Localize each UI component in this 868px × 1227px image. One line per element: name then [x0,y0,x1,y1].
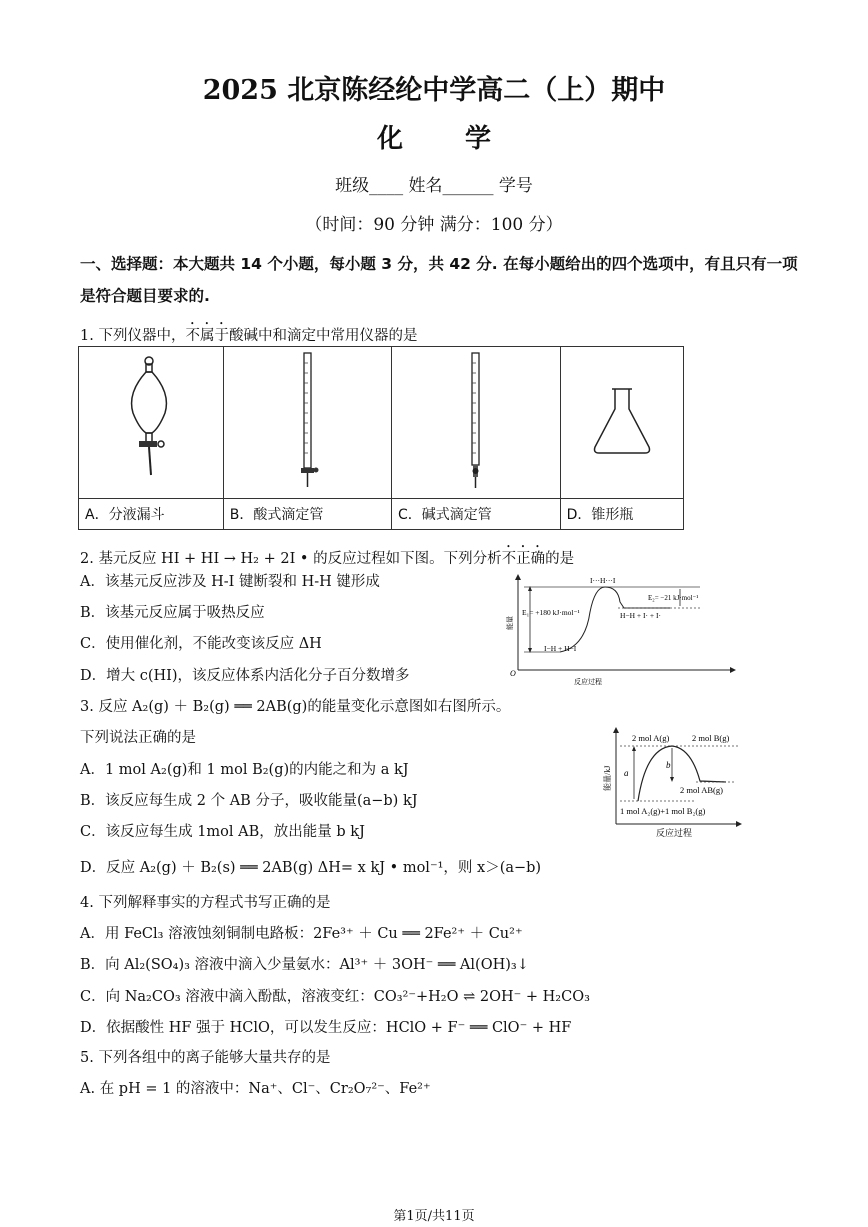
q3-stem2: 下列说法正确的是 [80,730,196,746]
q1-image-b [223,347,391,499]
q2-option-b[interactable]: B．该基元反应属于吸热反应 [80,605,265,621]
q1-stem-pre: 1. 下列仪器中， [80,328,186,344]
q1-option-d[interactable]: D．锥形瓶 [560,499,683,530]
q1-option-a[interactable]: A．分液漏斗 [79,499,224,530]
q4-option-a[interactable]: A．用 FeCl₃ 溶液蚀刻铜制电路板：2Fe³⁺ ＋ Cu ══ 2Fe²⁺ ＋ Cu²⁺ [80,926,523,942]
q5-option-a[interactable]: A. 在 pH = 1 的溶液中：Na⁺、Cl⁻、Cr₂O₇²⁻、Fe²⁺ [80,1081,431,1097]
q3-product-label: 2 mol AB(g) [680,785,723,795]
section-heading: 一、选择题：本大题共 14 个小题，每小题 3 分，共 42 分. 在每小题给出的四个选项中，有且只有一项是符合题目要求的. [80,255,798,305]
q3-reactant-label: 1 mol A₂(g)+1 mol B₂(g) [620,806,706,816]
q1-image-d [560,347,683,499]
q3-top-left-label: 2 mol A(g) [632,733,670,743]
acid-burette-icon [292,351,322,491]
q2-product-label: H−H + I· + I· [620,611,662,620]
q2-option-a[interactable]: A．该基元反应涉及 H-I 键断裂和 H-H 键形成 [80,574,380,590]
exam-time: （时间：90 分钟 满分：100 分） [305,215,563,235]
q1-option-b[interactable]: B．酸式滴定管 [223,499,391,530]
q3-xlabel: 反应过程 [656,828,693,838]
q2-stem [80,543,574,568]
q4-option-c[interactable]: C．向 Na₂CO₃ 溶液中滴入酚酞，溶液变红：CO₃²⁻+H₂O ⇌ 2OH⁻ + H₂CO₃ [80,989,590,1005]
q2-energy-diagram [500,572,740,690]
q1-image-a [79,347,224,499]
student-info: 班级____ 姓名______ 学号 [335,176,533,196]
q2-stem-emphasis: 不正确 [501,551,546,567]
q1-stem-post: 酸碱中和滴定中常用仪器的是 [228,328,418,344]
base-burette-icon [461,351,491,491]
q3-top-right-label: 2 mol B(g) [692,733,730,743]
page-title: 2025 北京陈经纶中学高二（上）期中 [202,75,666,106]
q2-origin: O [510,669,516,678]
q1-stem [80,320,417,345]
separatory-funnel-icon [121,353,181,488]
q4-option-d[interactable]: D．依据酸性 HF 强于 HClO，可以发生反应：HClO + F⁻ ══ ClO⁻ + HF [80,1020,572,1036]
q2-stem-pre: 2. 基元反应 HI + HI → H₂ + 2I • 的反应过程如下图。下列分析 [80,551,502,567]
q3-option-d[interactable]: D．反应 A₂(g) ＋ B₂(s) ══ 2AB(g) ΔH= x kJ • mol⁻¹，则 x＞(a−b) [80,860,542,876]
q3-option-b[interactable]: B．该反应每生成 2 个 AB 分子，吸收能量(a−b) kJ [80,793,418,809]
q2-e2-label: E₂= −21 kJ·mol⁻¹ [648,594,699,602]
subject-title: 化学 [376,124,553,154]
q5-stem: 5. 下列各组中的离子能够大量共存的是 [80,1050,331,1066]
q2-reactant-label: I−H + H−I [544,644,577,653]
q3-option-c[interactable]: C．该反应每生成 1mol AB，放出能量 b kJ [80,824,365,840]
apparatus-table [78,346,684,530]
q2-ts-label: I···H···I [590,576,616,585]
q3-option-a[interactable]: A．1 mol A₂(g)和 1 mol B₂(g)的内能之和为 a kJ [80,762,409,778]
q1-option-c[interactable]: C．碱式滴定管 [392,499,561,530]
q2-option-c[interactable]: C．使用催化剂，不能改变该反应 ΔH [80,636,322,652]
q4-stem: 4. 下列解释事实的方程式书写正确的是 [80,895,331,911]
conical-flask-icon [587,381,657,461]
page-footer: 第1页/共11页 [393,1209,475,1224]
q3-a-label: a [624,768,629,778]
q3-b-label: b [666,760,671,770]
q3-energy-diagram [596,726,746,838]
q3-ylabel: 能量/kJ [603,765,612,791]
q2-option-d[interactable]: D．增大 c(HI)，该反应体系内活化分子百分数增多 [80,668,410,684]
q2-ylabel: 能量 [506,616,514,630]
q1-stem-emphasis: 不属于 [185,328,229,344]
q3-stem: 3. 反应 A₂(g) ＋ B₂(g) ══ 2AB(g)的能量变化示意图如右图所示。 [80,699,511,715]
q2-xlabel: 反应过程 [574,678,602,686]
q2-e1-label: E₁= +180 kJ·mol⁻¹ [522,608,580,617]
q4-option-b[interactable]: B．向 Al₂(SO₄)₃ 溶液中滴入少量氨水：Al³⁺ ＋ 3OH⁻ ══ Al(OH)₃↓ [80,957,529,973]
q1-image-c [392,347,561,499]
q2-stem-post: 的是 [545,551,575,567]
